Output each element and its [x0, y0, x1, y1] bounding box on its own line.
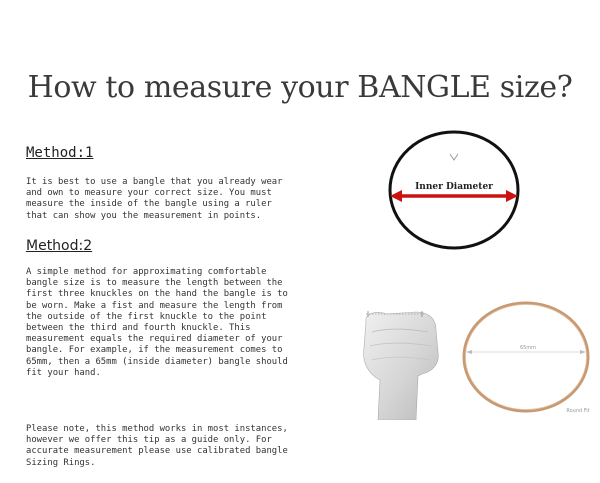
text-line: measurement equals the required diameter of your [26, 334, 283, 345]
method-1-text [26, 177, 282, 222]
text-line: that can show you the measurement in points. [26, 210, 262, 221]
bangle-photo [452, 300, 600, 418]
text-line: A simple method for approximating comfortable [26, 267, 267, 277]
page-title: How to measure your BANGLE size? [27, 70, 573, 105]
text-line: fit your hand. [26, 367, 101, 378]
inner-diameter-diagram [384, 128, 524, 252]
fist [364, 312, 439, 420]
bangle-ring [464, 303, 588, 411]
text-line: and own to measure your correct size. You must [26, 188, 272, 199]
text-line: the outside of the first knuckle to the point [26, 311, 267, 322]
text-line: between the third and fourth knuckle. This [26, 323, 251, 334]
text-line: Please note, this method works in most instances, [26, 424, 288, 434]
bangle-size-label: 65mm [519, 345, 537, 351]
text-line: however we offer this tip as a guide only. For [26, 435, 272, 446]
text-line: Sizing Rings. [26, 457, 96, 468]
method-1-heading: Method:1 [26, 145, 94, 161]
bangle-caption: Round Fit [566, 408, 590, 414]
text-line: accurate measurement please use calibrated bangle [26, 446, 288, 457]
text-line: 65mm, then a 65mm (inside diameter) bangle should [26, 356, 288, 367]
text-line: measure the inside of the bangle using a ruler [26, 199, 272, 210]
fist-measurement-photo [356, 302, 448, 420]
inner-diameter-label: Inner Diameter [415, 182, 493, 192]
note-text [26, 424, 288, 469]
text-line: bangle size is to measure the length between the [26, 278, 283, 289]
method-2-heading: Method:2 [26, 238, 93, 254]
text-line: first three knuckles on the hand the bangle is to [26, 289, 288, 300]
text-line: bangle. For example, if the measurement comes to [26, 345, 283, 356]
text-line: be worn. Make a fist and measure the length from [26, 300, 283, 311]
ring-top-mark [450, 154, 458, 160]
text-line: It is best to use a bangle that you already wear [26, 177, 283, 187]
method-2-text [26, 267, 288, 379]
